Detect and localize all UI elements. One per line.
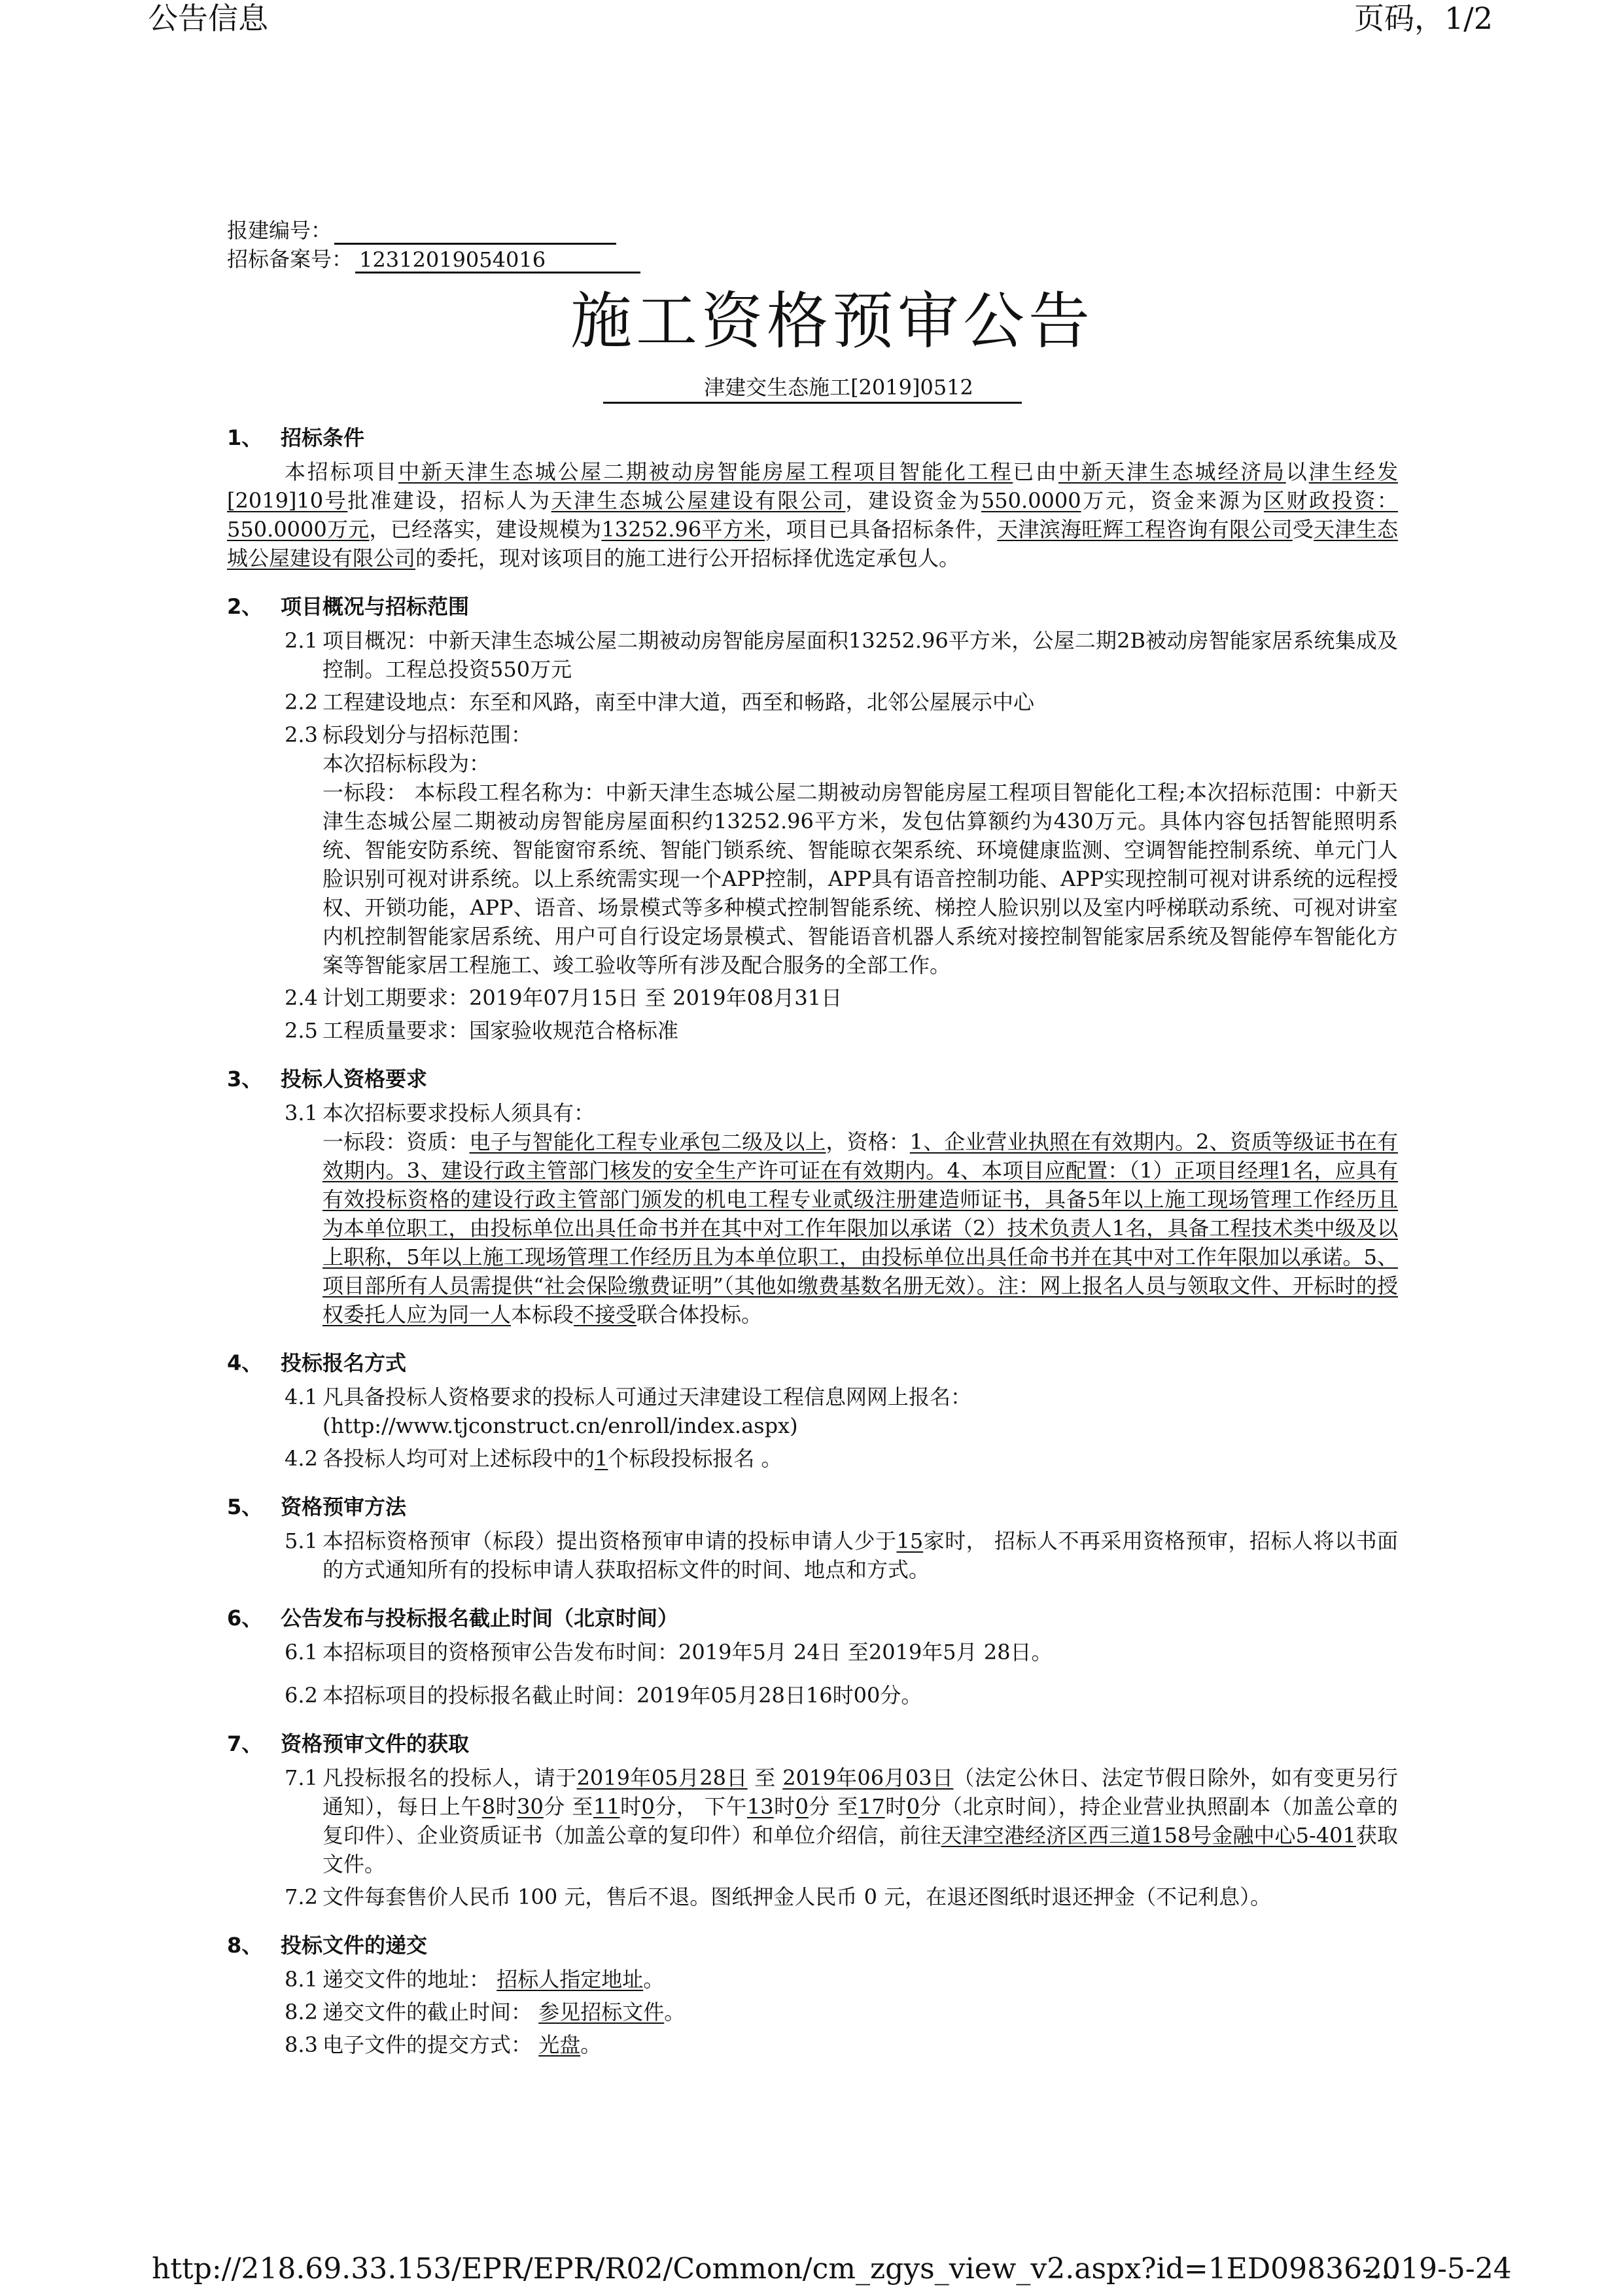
enroll-url: (http://www.tjconstruct.cn/enroll/index.aspx) (323, 1413, 798, 1438)
item-8-1 (227, 1965, 1398, 1994)
s1-text: 的委托，现对该项目的施工进行公开招标择优选定承包人。 (415, 546, 960, 571)
section-7-title (227, 1728, 1398, 1759)
item-text: 标段划分与招标范围： (323, 722, 532, 747)
item-8-2 (227, 1998, 1398, 2026)
item-text: 工程建设地点：东至和风路，南至中津大道，西至和畅路，北邻公屋展示中心 (323, 690, 1035, 715)
beian-value: 12312019054016 (355, 248, 640, 274)
section-2-num: 2、 (227, 594, 263, 619)
item-text (323, 1444, 1398, 1473)
section-1-title (227, 422, 1398, 453)
am-end-minute: 0 (641, 1794, 655, 1819)
s7-text: （法定公休日、法定节假日除外，如有变更另行通知），每日上午 (323, 1765, 1398, 1819)
scale: 13252.96平方米 (601, 517, 765, 542)
item-5-1 (227, 1527, 1398, 1584)
item-text: 文件每套售价人民币 100 元，售后不退。图纸押金人民币 0 元，在退还图纸时退还押金（不记利息）。 (323, 1884, 1272, 1909)
s7-text: 分 至 (543, 1794, 593, 1819)
section-5-heading: 资格预审方法 (281, 1494, 407, 1519)
item-2-3-a: 本次招标标段为： (323, 751, 491, 776)
s3-text: 联合体投标。 (637, 1302, 763, 1327)
document-number: 津建交生态施工[2019]0512 (603, 373, 1022, 404)
agent: 天津滨海旺辉工程咨询有限公司 (997, 517, 1293, 542)
section-3-num: 3、 (227, 1067, 263, 1091)
item-number: 8.1 (285, 1967, 318, 1992)
header-page-number: 页码，1/2 (1354, 1, 1493, 36)
s5-text: 本招标资格预审（标段）提出资格预审申请的投标申请人少于 (323, 1528, 897, 1553)
joint-bid: 不接受 (574, 1302, 637, 1327)
item-text: 计划工期要求：2019年07月15日 至 2019年08月31日 (323, 985, 843, 1010)
section-5 (227, 1491, 1398, 1584)
section-6-num: 6、 (227, 1606, 263, 1631)
section-1-paragraph (227, 457, 1398, 573)
item-text (323, 1763, 1398, 1879)
section-5-title (227, 1491, 1398, 1523)
s7-text: 时 (773, 1794, 795, 1819)
s7-text: 分 至 (808, 1794, 859, 1819)
s1-text: 受 (1292, 517, 1314, 542)
s3-text: ，资格： (826, 1129, 910, 1154)
item-text: 凡具备投标人资格要求的投标人可通过天津建设工程信息网网上报名： (323, 1385, 972, 1409)
item-text (323, 1527, 1398, 1584)
s8-text: 。 (664, 2000, 686, 2024)
section-4 (227, 1347, 1398, 1473)
section-6 (227, 1602, 1398, 1710)
s8-text: 。 (643, 1967, 665, 1992)
s7-text: 时 (495, 1794, 517, 1819)
item-4-2 (227, 1444, 1398, 1473)
item-number: 2.4 (285, 985, 318, 1010)
approver: 中新天津生态城经济局 (1058, 459, 1286, 484)
item-text (323, 2030, 1398, 2059)
item-2-4 (227, 983, 1398, 1012)
beian-label: 招标备案号： (227, 247, 353, 272)
section-7-num: 7、 (227, 1731, 263, 1756)
s1-text: 已由 (1013, 459, 1058, 484)
item-text: 本招标项目的资格预审公告发布时间：2019年5月 24日 至2019年5月 28日。 (323, 1640, 1053, 1665)
page-title: 施工资格预审公告 (570, 286, 1094, 357)
section-2-title (227, 591, 1398, 622)
end-date: 2019年06月03日 (782, 1765, 954, 1790)
tenderer: 天津生态城公屋建设有限公司 (551, 488, 846, 513)
item-number: 2.1 (285, 628, 318, 653)
item-2-2 (227, 688, 1398, 716)
footer-url: http://218.69.33.153/EPR/EPR/R02/Common/cm_zgys_view_v2.aspx?id=1ED09836-... (152, 2252, 1399, 2286)
item-number: 6.1 (285, 1640, 318, 1665)
s4-text: 各投标人均可对上述标段中的 (323, 1446, 595, 1471)
s7-text: 时 (620, 1794, 642, 1819)
item-2-3-b: 一标段： 本标段工程名称为：中新天津生态城公屋二期被动房智能房屋工程项目智能化工程;本次招标范围：中新天津生态城公屋二期被动房智能房屋面积约13252.96平方米，发包估算额约为430万元。具体内容包括智能照明系统、智能安防系统、智能窗帘系统、智能门锁系统、智能晾衣架系统、环境健康监测、空调智能控制系统、单元门人脸识别可视对讲系统。以上系统需实现一个APP控制，APP具有语音控制功能、APP实现控制可视对讲系统的远程授权、开锁功能，APP、语音、场景模式等多种模式控制智能系统、梯控人脸识别以及室内呼梯联动系统、可视对讲室内机控制智能家居系统、用户可自行设定场景模式、智能语音机器人系统对接控制智能家居系统及智能停车智能化方案等智能家居工程施工、竣工验收等所有涉及配合服务的全部工作。 (323, 780, 1398, 978)
pm-end-hour: 17 (858, 1794, 885, 1819)
item-number: 5.1 (285, 1528, 318, 1553)
fund-source: 区财政投资：550.0000万元 (227, 488, 1398, 542)
section-3 (227, 1063, 1398, 1329)
item-2-3 (227, 720, 1398, 749)
qualification: 电子与智能化工程专业承包二级及以上 (469, 1129, 826, 1154)
item-number: 7.1 (285, 1765, 318, 1790)
s4-text: 个标段投标报名 。 (608, 1446, 782, 1471)
item-7-1 (227, 1763, 1398, 1879)
item-number: 4.2 (285, 1446, 318, 1471)
item-7-2 (227, 1882, 1398, 1911)
section-5-num: 5、 (227, 1494, 263, 1519)
item-4-1 (227, 1383, 1398, 1411)
item-8-3 (227, 2030, 1398, 2059)
item-number: 2.3 (285, 722, 318, 747)
submit-method: 光盘 (538, 2032, 581, 2057)
s7-text: 分， 下午 (654, 1794, 747, 1819)
section-4-num: 4、 (227, 1351, 263, 1375)
item-number: 3.1 (285, 1101, 318, 1125)
s8-text: 。 (580, 2032, 602, 2057)
s8-label: 递交文件的地址： (323, 1967, 491, 1992)
s1-text: ，建设资金为 (845, 488, 981, 513)
s3-text: 一标段：资质： (323, 1129, 470, 1154)
client: 天津生态城公屋建设有限公司 (227, 517, 1398, 571)
section-7-heading: 资格预审文件的获取 (281, 1731, 470, 1756)
pm-start-hour: 13 (746, 1794, 774, 1819)
project-name: 中新天津生态城公屋二期被动房智能房屋工程项目智能化工程 (398, 459, 1013, 484)
baojian-row (227, 216, 1398, 245)
s1-text: 万元，资金来源为 (1081, 488, 1264, 513)
item-text: 项目概况：中新天津生态城公屋二期被动房智能房屋面积13252.96平方米，公屋二期2B被动房智能家居系统集成及控制。工程总投资550万元 (323, 628, 1398, 682)
item-2-1 (227, 626, 1398, 684)
section-3-title (227, 1063, 1398, 1095)
section-6-title (227, 1602, 1398, 1634)
pickup-place: 天津空港经济区西三道158号金融中心5-401 (941, 1823, 1356, 1848)
item-number: 8.3 (285, 2032, 318, 2057)
item-text (323, 1965, 1398, 1994)
item-2-5 (227, 1016, 1398, 1045)
section-4-title (227, 1347, 1398, 1379)
section-1-heading: 招标条件 (281, 425, 365, 450)
section-8-title (227, 1930, 1398, 1961)
section-1-num: 1、 (227, 425, 263, 450)
section-1 (227, 422, 1398, 573)
s7-text: 分（北京时间），持企业营业执照副本（加盖公章的复印件）、企业资质证书（加盖公章的复印件）和单位介绍信，前往 (323, 1794, 1398, 1848)
beian-row (227, 245, 1398, 274)
section-8-num: 8、 (227, 1933, 263, 1958)
s8-label: 递交文件的截止时间： (323, 2000, 532, 2024)
s5-text: 家时， 招标人不再采用资格预审，招标人将以书面的方式通知所有的投标申请人获取招标文件的时间、地点和方式。 (323, 1528, 1398, 1582)
item-number: 4.1 (285, 1385, 318, 1409)
section-8 (227, 1930, 1398, 2059)
s7-text: 获取文件。 (323, 1823, 1398, 1877)
s1-text: ，已经落实，建设规模为 (369, 517, 602, 542)
submit-address: 招标人指定地址 (497, 1967, 644, 1992)
section-2-heading: 项目概况与招标范围 (281, 594, 470, 619)
section-7 (227, 1728, 1398, 1911)
item-text: 本次招标要求投标人须具有： (323, 1101, 595, 1125)
pm-start-minute: 0 (795, 1794, 809, 1819)
item-number: 6.2 (285, 1683, 318, 1708)
section-3-heading: 投标人资格要求 (281, 1067, 428, 1091)
item-text: 本招标项目的投标报名截止时间：2019年05月28日16时00分。 (323, 1683, 922, 1708)
s1-text: 批准建设，招标人为 (347, 488, 551, 513)
section-8-heading: 投标文件的递交 (281, 1933, 428, 1958)
s1-text: ，项目已具备招标条件， (765, 517, 998, 542)
item-6-1 (227, 1638, 1398, 1667)
baojian-label: 报建编号： (227, 218, 332, 243)
am-end-hour: 11 (593, 1794, 620, 1819)
s7-text: 凡投标报名的投标人，请于 (323, 1765, 577, 1790)
header-left: 公告信息 (148, 1, 268, 36)
item-text: 工程质量要求：国家验收规范合格标准 (323, 1018, 679, 1043)
item-3-1 (227, 1099, 1398, 1127)
item-6-2 (227, 1681, 1398, 1710)
s7-text: 至 (754, 1765, 776, 1790)
s1-text: 以 (1285, 459, 1309, 484)
footer-date: 2019-5-24 (1364, 2252, 1512, 2286)
s7-text: 时 (884, 1794, 907, 1819)
pm-end-minute: 0 (906, 1794, 920, 1819)
am-start-minute: 30 (517, 1794, 544, 1819)
am-start-hour: 8 (481, 1794, 496, 1819)
item-number: 2.2 (285, 690, 318, 715)
item-3-1-detail (227, 1127, 1398, 1329)
item-number: 2.5 (285, 1018, 318, 1043)
section-4-heading: 投标报名方式 (281, 1351, 407, 1375)
section-6-heading: 公告发布与投标报名截止时间（北京时间） (281, 1606, 679, 1631)
s1-text: 本招标项目 (285, 459, 398, 484)
s8-label: 电子文件的提交方式： (323, 2032, 532, 2057)
approval-number: 津生经发[2019]10号 (227, 459, 1398, 513)
capital: 550.0000 (981, 488, 1081, 513)
start-date: 2019年05月28日 (576, 1765, 748, 1790)
announcement-body (227, 216, 1398, 2059)
min-applicants: 15 (896, 1528, 924, 1553)
requirements: 1、企业营业执照在有效期内。2、资质等级证书在有效期内。3、建设行政主管部门核发的安全生产许可证在有效期内。4、本项目应配置：（1）正项目经理1名，应具有有效投标资格的建设行政主管部门颁发的机电工程专业贰级注册建造师证书，具备5年以上施工现场管理工作经历且为本单位职工，由投标单位出具任命书并在其中对工作年限加以承诺（2）技术负责人1名，具备工程技术类中级及以上职称，5年以上施工现场管理工作经历且为本单位职工，由投标单位出具任命书并在其中对工作年限加以承诺。5、项目部所有人员需提供“社会保险缴费证明”（其他如缴费基数名册无效）。注：网上报名人员与领取文件、开标时的授权委托人应为同一人 (323, 1129, 1398, 1327)
item-number: 7.2 (285, 1884, 318, 1909)
item-text (323, 1998, 1398, 2026)
section-2 (227, 591, 1398, 1045)
submit-deadline: 参见招标文件 (538, 2000, 665, 2024)
s3-text: 本标段 (511, 1302, 574, 1327)
item-number: 8.2 (285, 2000, 318, 2024)
baojian-value (334, 219, 616, 245)
section-count: 1 (595, 1446, 608, 1471)
